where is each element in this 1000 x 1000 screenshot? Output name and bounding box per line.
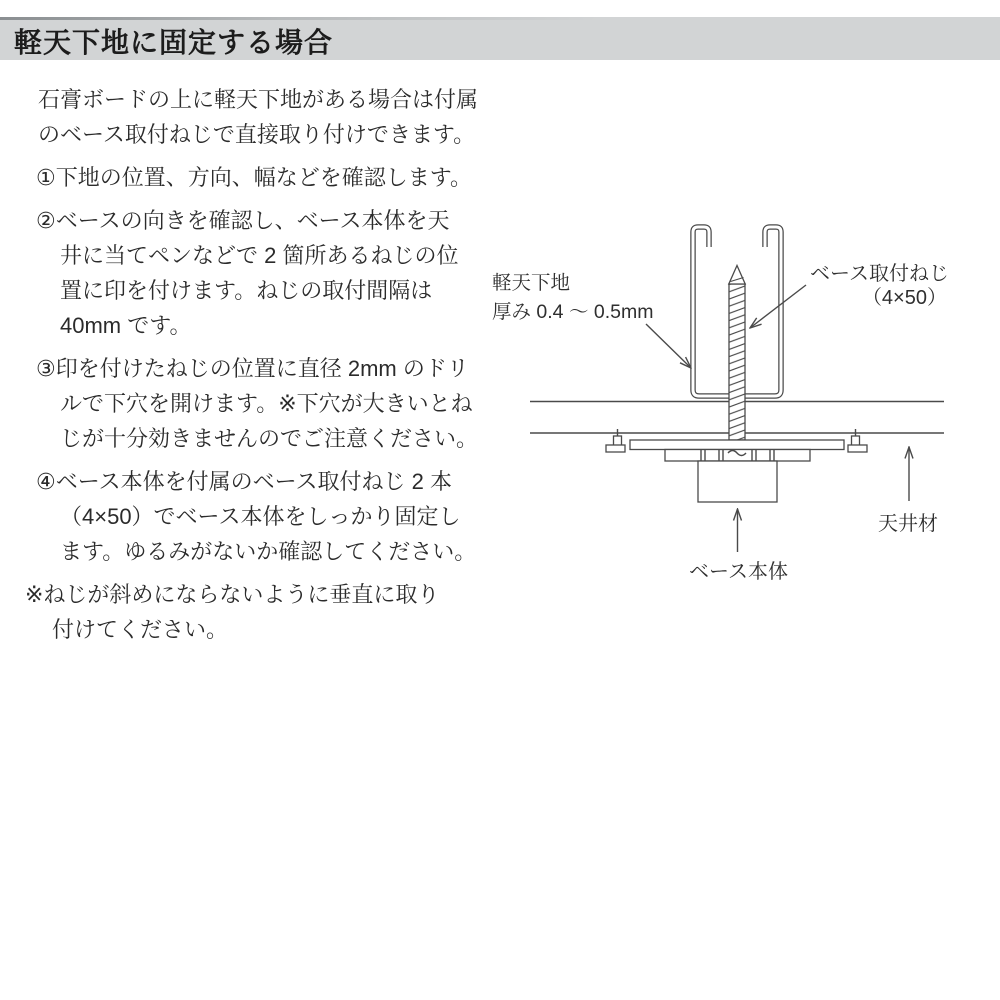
step-line: ③印を付けたねじの位置に直径 2mm のドリ [36,356,469,381]
step-2 [36,203,476,343]
section-title: 軽天下地に固定する場合 [14,27,334,58]
step-3 [36,351,479,456]
installation-diagram [480,200,1000,590]
caution-note [25,577,476,647]
base-mid-tier [665,450,810,462]
step-line: ①下地の位置、方向、幅などを確認します。 [36,165,472,190]
label-base: ベース本体 [689,561,788,583]
step-line: ます。ゆるみがないか確認してください。 [60,539,477,564]
intro-paragraph [36,82,479,152]
step-4 [36,464,476,569]
section-header-bar [0,17,1000,60]
step-line: じが十分効きませんのでご注意ください。 [60,426,479,451]
label-screw-line2: （4×50） [861,287,947,309]
screw [729,266,745,441]
step-line: ④ベース本体を付属のベース取付ねじ 2 本 [36,469,452,494]
step-line: ②ベースの向きを確認し、ベース本体を天 [36,208,450,233]
step-line: 置に印を付けます。ねじの取付間隔は [60,278,433,303]
arrow-screw [750,285,806,328]
intro-line: 石膏ボードの上に軽天下地がある場合は付属 [38,87,479,112]
step-line: ルで下穴を開けます。※下穴が大きいとね [60,391,473,416]
label-channel-line1: 軽天下地 [492,272,571,294]
label-channel-line2: 厚み 0.4 ～ 0.5mm [492,301,654,323]
intro-line: のベース取付ねじで直接取り付けできます。 [38,122,476,147]
note-line: ※ねじが斜めにならないように垂直に取り [25,582,440,607]
note-line: 付けてください。 [52,617,229,642]
step-line: （4×50）でベース本体をしっかり固定し [60,504,461,529]
base-body-box [698,461,777,502]
instructions [25,82,479,647]
base-plate [606,429,867,502]
step-1 [36,160,476,195]
label-screw-line1: ベース取付ねじ [810,263,949,285]
arrow-channel [646,324,691,368]
label-ceiling: 天井材 [878,513,938,535]
step-line: 井に当てペンなどで 2 箇所あるねじの位 [60,243,459,268]
step-line: 40mm です。 [60,313,192,338]
